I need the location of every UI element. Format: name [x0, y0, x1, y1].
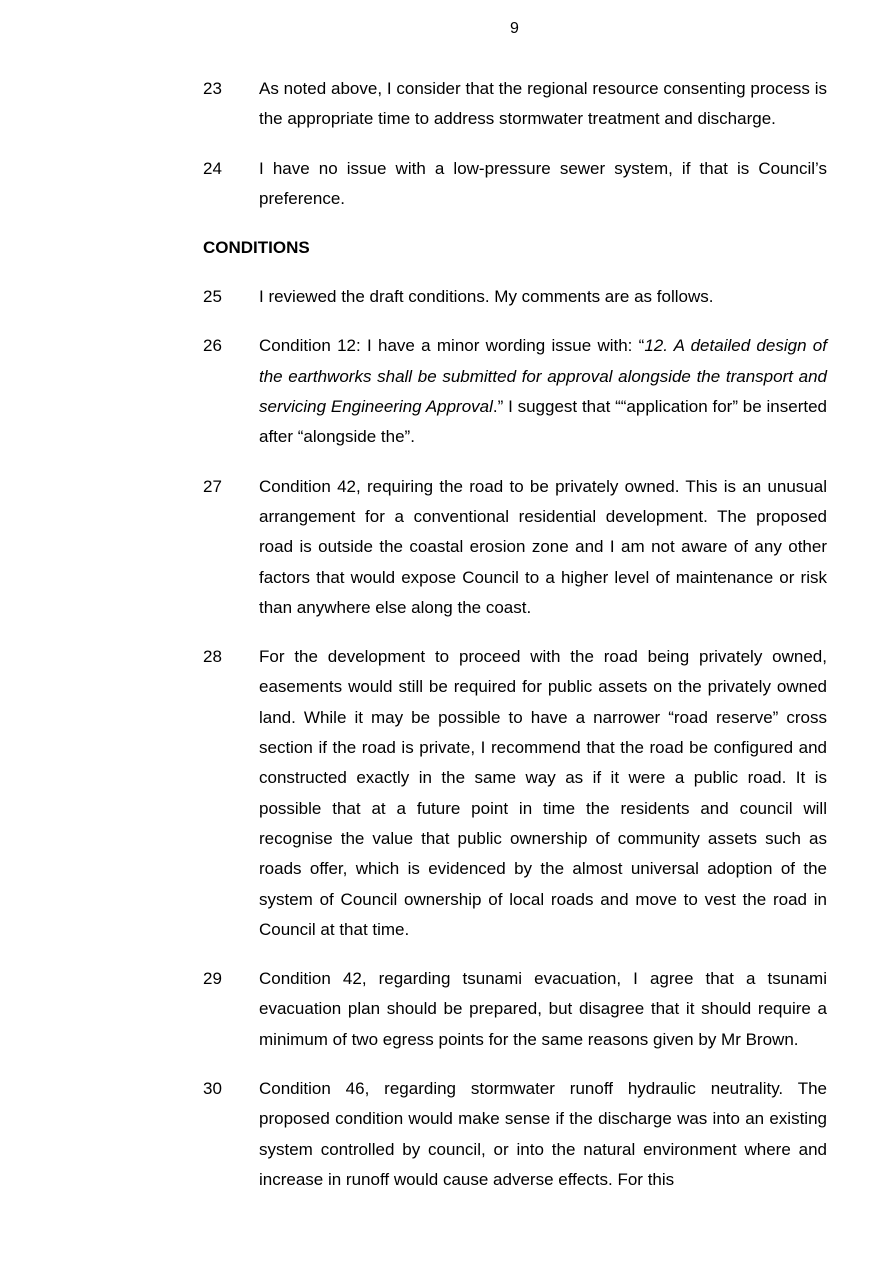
paragraph-number: 28 — [203, 647, 222, 667]
paragraph-number: 29 — [203, 969, 222, 989]
paragraph-number: 23 — [203, 79, 222, 98]
quoted-condition-text: 12. A detailed design of the earthworks shall be submitted for approval alongside the transport and servicing Engineering Approval — [259, 336, 827, 417]
paragraph-text: For the development to proceed with the road being privately owned, easements would still be required for public assets on the privately owned land. While it may be possible to have a narrower “road reserve” cross section if the road is private, I recommend that the road be configured and constructed exactly in the same way as if it were a public road. It is possible that at a future point in time the residents and council will recognise the value that public ownership of community assets such as roads offer, which is evidenced by the almost universal adoption of the system of Council ownership of local roads and move to vest the road in Council at that time. — [259, 647, 827, 939]
paragraph-number: 24 — [203, 158, 222, 178]
paragraph-26 — [203, 331, 827, 452]
paragraph-text: As noted above, I consider that the regional resource consenting process is the appropriate time to address stormwater treatment and discharge. — [259, 79, 827, 129]
paragraph-30 — [203, 1074, 827, 1195]
paragraph-25 — [203, 282, 827, 312]
paragraph-28 — [203, 642, 827, 945]
paragraph-number: 26 — [203, 336, 222, 356]
paragraph-27 — [203, 472, 827, 623]
paragraph-number: 27 — [203, 476, 222, 496]
paragraph-number: 25 — [203, 287, 222, 307]
paragraph-text-lead: Condition 12: I have a minor wording issue with: “ — [259, 336, 645, 356]
page-number: 9 — [510, 20, 519, 37]
page-body — [203, 74, 827, 1214]
paragraph-29 — [203, 964, 827, 1055]
paragraph-number: 30 — [203, 1079, 222, 1099]
paragraph-text — [259, 331, 827, 452]
paragraph-23 — [203, 74, 827, 135]
paragraph-text: Condition 42, regarding tsunami evacuation, I agree that a tsunami evacuation plan should be prepared, but disagree that it should require a minimum of two egress points for the same reasons given by Mr Brown. — [259, 969, 827, 1049]
paragraph-text: I have no issue with a low-pressure sewer system, if that is Council’s preference. — [259, 158, 827, 208]
section-heading: CONDITIONS — [203, 238, 310, 258]
paragraph-text: Condition 46, regarding stormwater runoff hydraulic neutrality. The proposed condition would make sense if the discharge was into an existing system controlled by council, or into the natural environment where and increase in runoff would cause adverse effects. For this — [259, 1079, 827, 1189]
paragraph-text: I reviewed the draft conditions. My comments are as follows. — [259, 287, 714, 307]
paragraph-text-tail: .” I suggest that ““application for” be inserted after “alongside the”. — [259, 397, 827, 447]
paragraph-24 — [203, 154, 827, 215]
paragraph-text: Condition 42, requiring the road to be privately owned. This is an unusual arrangement for a conventional residential development. The proposed road is outside the coastal erosion zone and I am not aware of any other factors that would expose Council to a higher level of maintenance or risk than anywhere else along the coast. — [259, 476, 827, 617]
